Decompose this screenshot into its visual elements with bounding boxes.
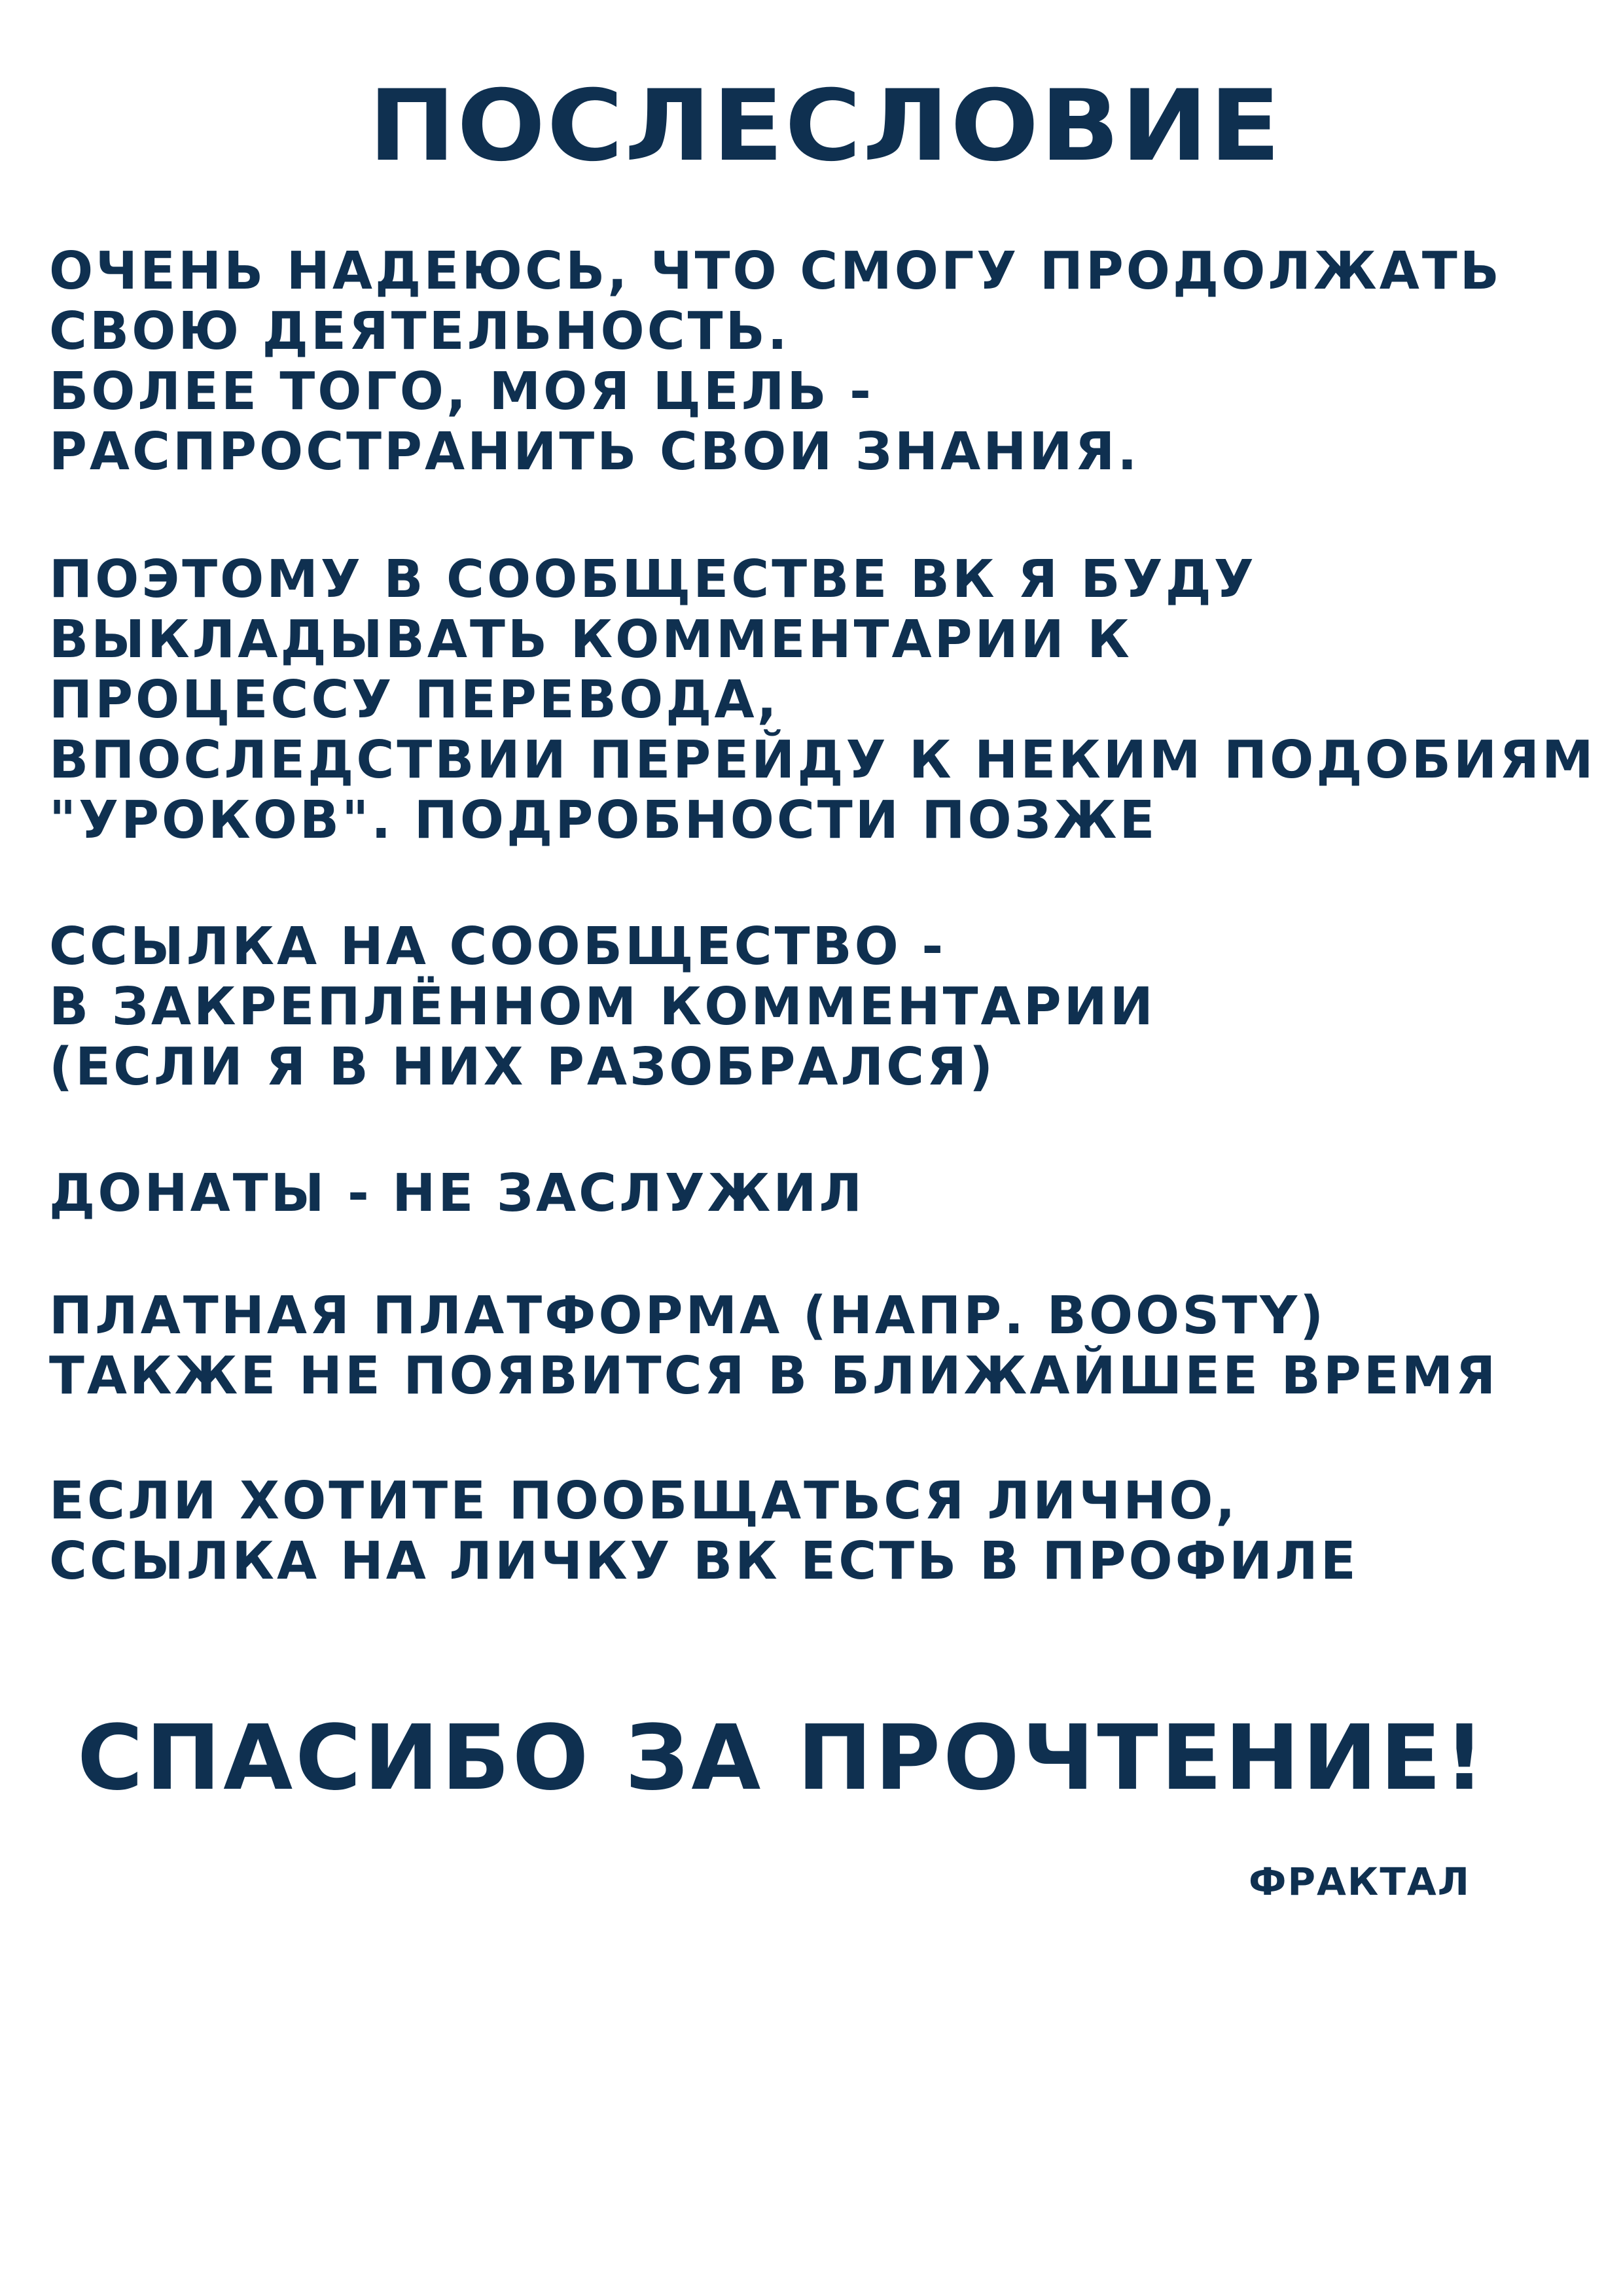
author-signature: ФРАКТАЛ — [1249, 1859, 1471, 1904]
paragraph-line: В ЗАКРЕПЛЁННОМ КОММЕНТАРИИ — [49, 977, 1156, 1037]
paragraph-line: БОЛЕЕ ТОГО, МОЯ ЦЕЛЬ - — [49, 361, 874, 422]
paragraph-line: ПОЭТОМУ В СООБЩЕСТВЕ ВК Я БУДУ — [49, 549, 1257, 609]
paragraph-donations — [49, 1163, 1554, 1223]
paragraph-contact — [49, 1471, 1554, 1591]
paragraph-line: ВЫКЛАДЫВАТЬ КОММЕНТАРИИ К — [49, 609, 1132, 670]
paragraph-community-link — [49, 916, 1554, 1097]
paragraph-line: СВОЮ ДЕЯТЕЛЬНОСТЬ. — [49, 301, 790, 361]
paragraph-line: ПЛАТНАЯ ПЛАТФОРМА (НАПР. BOOSTY) — [49, 1285, 1327, 1346]
paragraph-intent — [49, 241, 1554, 482]
thanks-heading: СПАСИБО ЗА ПРОЧТЕНИЕ! — [77, 1706, 1488, 1810]
paragraph-line: "УРОКОВ". ПОДРОБНОСТИ ПОЗЖЕ — [49, 790, 1158, 850]
paragraph-line: ССЫЛКА НА ЛИЧКУ ВК ЕСТЬ В ПРОФИЛЕ — [49, 1531, 1359, 1591]
page-title: ПОСЛЕСЛОВИЕ — [368, 69, 1282, 183]
paragraph-line: ТАКЖЕ НЕ ПОЯВИТСЯ В БЛИЖАЙШЕЕ ВРЕМЯ — [49, 1346, 1499, 1406]
paragraph-line: РАСПРОСТРАНИТЬ СВОИ ЗНАНИЯ. — [49, 422, 1140, 482]
paragraph-line: ПРОЦЕССУ ПЕРЕВОДА, — [49, 670, 779, 730]
paragraph-paid-platform — [49, 1285, 1554, 1406]
paragraph-line: ССЫЛКА НА СООБЩЕСТВО - — [49, 916, 946, 977]
paragraph-line: ЕСЛИ ХОТИТЕ ПООБЩАТЬСЯ ЛИЧНО, — [49, 1471, 1238, 1531]
paragraph-plans — [49, 549, 1596, 850]
paragraph-line: ВПОСЛЕДСТВИИ ПЕРЕЙДУ К НЕКИМ ПОДОБИЯМ — [49, 730, 1596, 790]
paragraph-line: ОЧЕНЬ НАДЕЮСЬ, ЧТО СМОГУ ПРОДОЛЖАТЬ — [49, 241, 1502, 301]
paragraph-line: (ЕСЛИ Я В НИХ РАЗОБРАЛСЯ) — [49, 1037, 996, 1097]
paragraph-line: ДОНАТЫ - НЕ ЗАСЛУЖИЛ — [49, 1163, 865, 1223]
